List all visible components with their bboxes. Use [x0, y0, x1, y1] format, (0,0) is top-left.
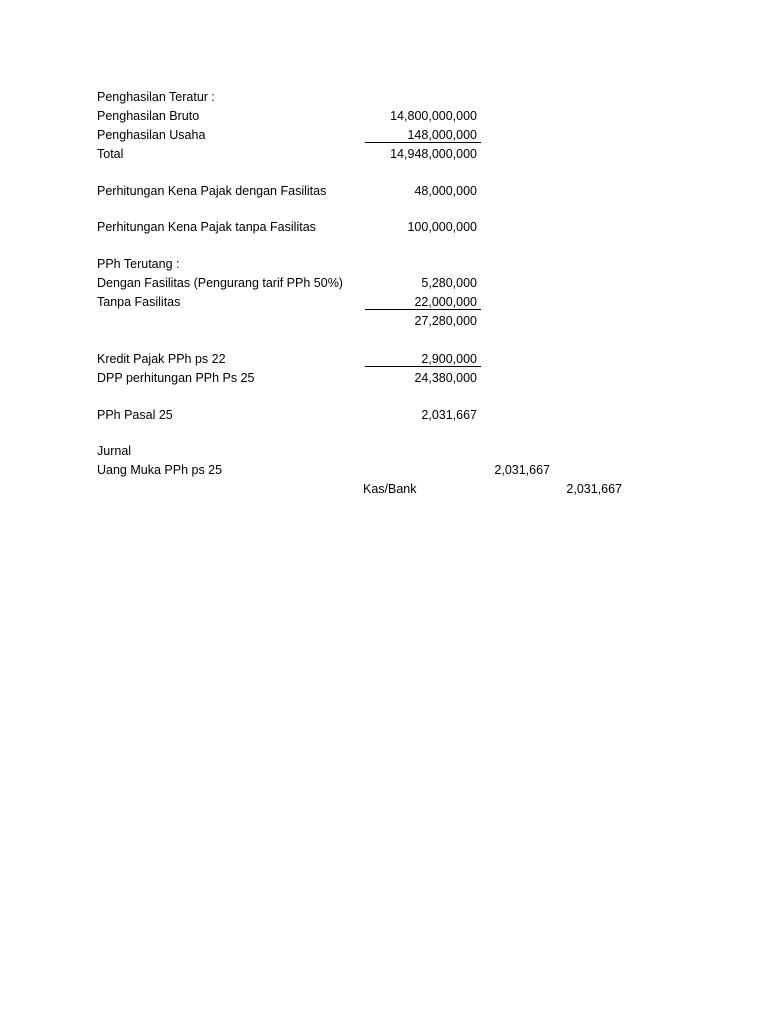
label-kredit-pajak: Kredit Pajak PPh ps 22: [97, 352, 226, 366]
value-dengan-fasilitas: 5,280,000: [421, 276, 477, 290]
label-jurnal-credit: Kas/Bank: [363, 482, 417, 496]
label-pph-pasal-25: PPh Pasal 25: [97, 408, 173, 422]
label-kena-pajak-tanpa-fasilitas: Perhitungan Kena Pajak tanpa Fasilitas: [97, 220, 316, 234]
value-pph-pasal-25: 2,031,667: [421, 408, 477, 422]
underline-kredit-pajak: [365, 366, 481, 367]
value-kena-pajak-tanpa-fasilitas: 100,000,000: [407, 220, 477, 234]
value-kredit-pajak: 2,900,000: [421, 352, 477, 366]
heading-penghasilan-teratur: Penghasilan Teratur :: [97, 90, 215, 104]
heading-pph-terutang: PPh Terutang :: [97, 257, 180, 271]
label-kena-pajak-dengan-fasilitas: Perhitungan Kena Pajak dengan Fasilitas: [97, 184, 327, 198]
value-jurnal-debit: 2,031,667: [494, 463, 550, 477]
value-tanpa-fasilitas: 22,000,000: [414, 295, 477, 309]
underline-tanpa-fasilitas: [365, 309, 481, 310]
underline-usaha: [365, 142, 481, 143]
label-penghasilan-bruto: Penghasilan Bruto: [97, 109, 200, 123]
label-total: Total: [97, 147, 124, 161]
heading-jurnal: Jurnal: [97, 444, 132, 458]
value-penghasilan-bruto: 14,800,000,000: [390, 109, 477, 123]
label-dengan-fasilitas: Dengan Fasilitas (Pengurang tarif PPh 50%): [97, 276, 343, 290]
label-jurnal-debit: Uang Muka PPh ps 25: [97, 463, 223, 477]
value-kena-pajak-dengan-fasilitas: 48,000,000: [414, 184, 477, 198]
value-jurnal-credit: 2,031,667: [566, 482, 622, 496]
value-terutang-subtotal: 27,280,000: [414, 314, 477, 328]
label-dpp-pph-25: DPP perhitungan PPh Ps 25: [97, 371, 255, 385]
value-total: 14,948,000,000: [390, 147, 477, 161]
label-penghasilan-usaha: Penghasilan Usaha: [97, 128, 206, 142]
value-penghasilan-usaha: 148,000,000: [407, 128, 477, 142]
label-tanpa-fasilitas: Tanpa Fasilitas: [97, 295, 181, 309]
value-dpp-pph-25: 24,380,000: [414, 371, 477, 385]
